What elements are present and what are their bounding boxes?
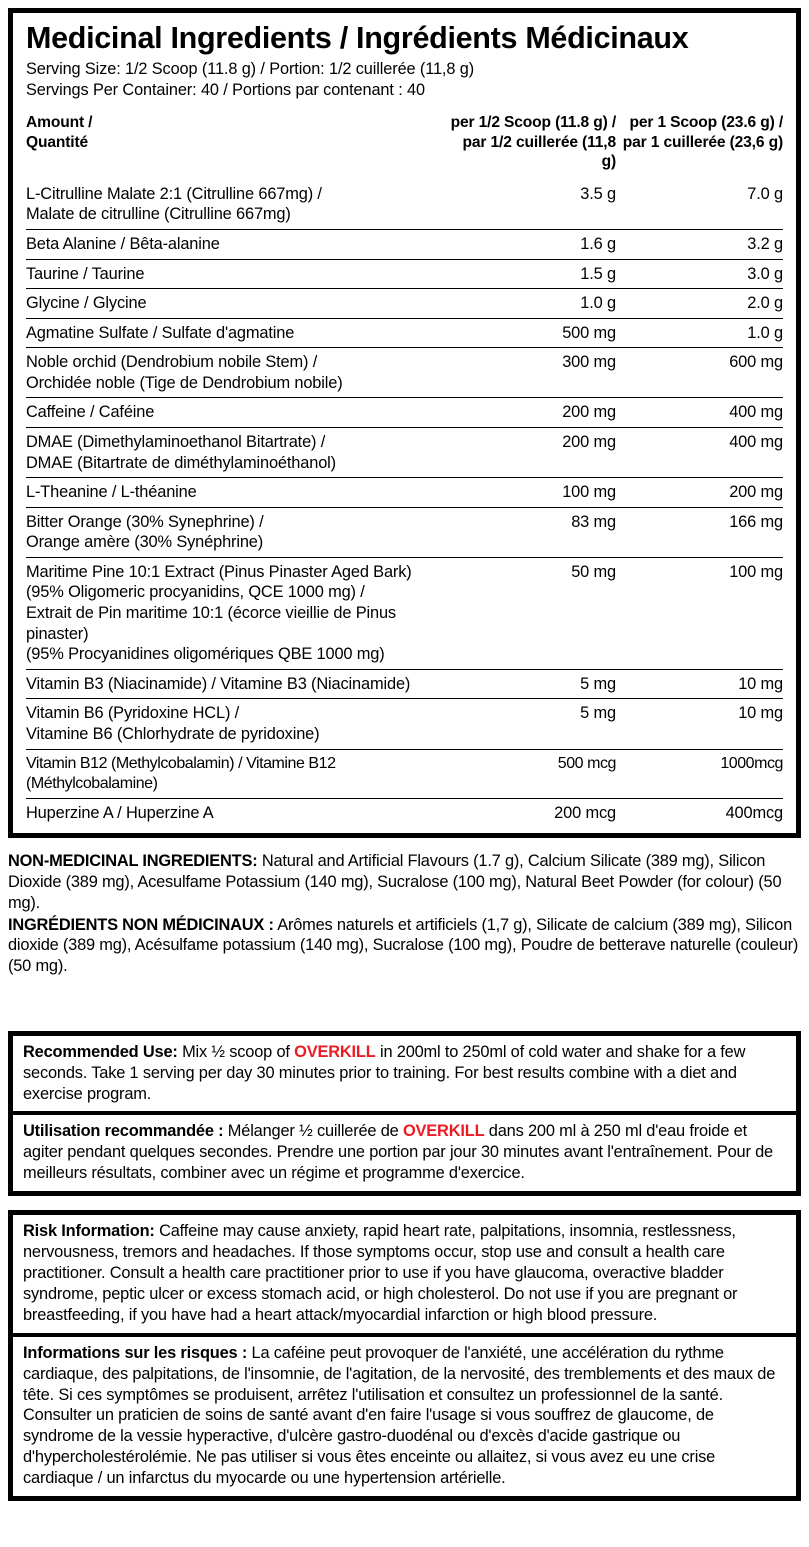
amount-per-half-scoop: 200 mg (449, 398, 616, 428)
ingredient-name (26, 507, 449, 557)
amount-per-half-scoop: 500 mg (449, 318, 616, 348)
table-row (26, 259, 783, 289)
ingredient-name-line: (95% Oligomeric procyanidins, QCE 1000 mg) / (26, 583, 365, 602)
brand-name-fr: OVERKILL (402, 1122, 485, 1141)
amount-per-half-scoop: 3.5 g (580, 184, 616, 203)
ingredient-name (26, 669, 449, 699)
table-row (26, 699, 783, 749)
non-medicinal-fr-text: Arômes naturels et artificiels (1,7 g), Silicate de calcium (389 mg), Silicon dioxide (389 mg), Acésulfame potassium (140 mg), Sucralose (100 mg), Poudre de betterave naturelle (couleur) (50 mg). (8, 915, 799, 975)
amount-per-scoop: 10 mg (616, 669, 783, 699)
ingredient-name-line: DMAE (Bitartrate de diméthylaminoéthanol) (26, 453, 336, 472)
ingredient-name-line: DMAE (Dimethylaminoethanol Bitartrate) / (26, 433, 326, 451)
amount-per-scoop: 3.0 g (616, 259, 783, 289)
ingredient-name (26, 398, 449, 428)
non-medicinal-ingredients-section (8, 851, 801, 977)
table-header-row (26, 108, 783, 180)
ingredients-table (26, 108, 783, 827)
ingredient-name (26, 229, 449, 259)
amount-per-half-scoop: 100 mg (449, 478, 616, 508)
header-amount: Amount / Quantité (26, 113, 93, 151)
non-medicinal-fr-label: INGRÉDIENTS NON MÉDICINAUX : (8, 915, 274, 934)
risk-information-en (13, 1215, 796, 1333)
ingredient-name-line: Noble orchid (Dendrobium nobile Stem) / (26, 353, 318, 372)
amount-per-scoop: 166 mg (616, 507, 783, 557)
ingredient-name-line: Vitamin B12 (Methylcobalamin) / Vitamine B12 (Méthylcobalamine) (26, 754, 336, 792)
ingredient-name-line: Agmatine Sulfate / Sulfate d'agmatine (26, 323, 295, 342)
non-medicinal-en-label: NON-MEDICINAL INGREDIENTS: (8, 852, 258, 871)
ingredient-name (26, 557, 449, 669)
table-row (26, 507, 783, 557)
ingredient-name-line: Vitamin B3 (Niacinamide) / Vitamine B3 (Niacinamide) (26, 674, 411, 693)
risk-information-fr-text: La caféine peut provoquer de l'anxiété, une accélération du rythme cardiaque, des palpitations, de l'insomnie, de l'agitation, de la nervosité, des tremblements et des maux de tête. Si ces symptômes se produisent, arrêtez l'utilisation et consultez un professionnel de la santé. Consulter un praticien de soins de santé avant d'en faire l'usage si vous souffrez de glaucome, de syndrome de la vessie hyperactive, d'ulcère gastro-duodénal ou d'excès d'acide gastrique ou d'hypercholestérolémie. Ne pas utiliser si vous êtes enceinte ou allaitez, si vous avez eu une crise cardiaque / un infarctus du myocarde ou une hypertension artérielle. (23, 1343, 776, 1488)
table-row (26, 669, 783, 699)
amount-per-half-scoop: 500 mcg (449, 749, 616, 798)
ingredient-name-line: L-Citrulline Malate 2:1 (Citrulline 667mg) / (26, 184, 322, 203)
ingredient-name-line: Vitamin B6 (Pyridoxine HCL) / (26, 704, 240, 723)
recommended-use-en-label: Recommended Use: (23, 1042, 178, 1061)
amount-per-half-scoop: 5 mg (449, 699, 616, 749)
table-row (26, 289, 783, 319)
ingredient-name-line: Huperzine A / Huperzine A (26, 803, 214, 822)
ingredient-name-line: Malate de citrulline (Citrulline 667mg) (26, 205, 291, 224)
recommended-use-fr-label: Utilisation recommandée : (23, 1122, 224, 1141)
risk-information-en-text: Caffeine may cause anxiety, rapid heart rate, palpitations, insomnia, restlessness, nervousness, tremors and headaches. If those symptoms occur, stop use and consult a health care practitioner. Consult a health care practitioner prior to use if you have glaucoma, overactive bladder syndrome, peptic ulcer or excess stomach acid, or high cholesterol. Do not use if you are pregnant or breastfeeding, if you have had a heart attack/myocardial infarction or high blood pressure. (23, 1222, 738, 1324)
ingredient-name (26, 180, 449, 230)
table-row (26, 180, 783, 230)
amount-per-half-scoop: 50 mg (449, 557, 616, 669)
amount-per-half-scoop: 1.5 g (449, 259, 616, 289)
table-row (26, 478, 783, 508)
ingredient-name (26, 749, 449, 798)
amount-per-scoop: 100 mg (616, 557, 783, 669)
recommended-use-en-part2: in 200ml to 250ml of cold water and shake for a few seconds. Take 1 serving per day 30 minutes prior to training. For best results combine with a diet and exercise program. (23, 1042, 746, 1103)
ingredient-name-line: Beta Alanine / Bêta-alanine (26, 234, 220, 253)
ingredient-name-line: Maritime Pine 10:1 Extract (Pinus Pinaster Aged Bark) (26, 562, 412, 581)
ingredient-name (26, 699, 449, 749)
amount-per-scoop: 1.0 g (616, 318, 783, 348)
page-title: Medicinal Ingredients / Ingrédients Médicinaux (26, 21, 689, 55)
table-row (26, 318, 783, 348)
ingredient-name (26, 259, 449, 289)
amount-per-scoop: 7.0 g (747, 184, 783, 203)
ingredient-name (26, 478, 449, 508)
amount-per-scoop: 10 mg (616, 699, 783, 749)
amount-per-half-scoop: 1.6 g (449, 229, 616, 259)
recommended-use-en (13, 1036, 796, 1112)
amount-per-scoop: 600 mg (616, 348, 783, 398)
ingredient-name-line: Bitter Orange (30% Synephrine) / (26, 512, 264, 531)
table-row (26, 749, 783, 798)
ingredient-name-line: (95% Procyanidines oligomériques QBE 1000 mg) (26, 645, 385, 664)
amount-per-scoop: 3.2 g (616, 229, 783, 259)
ingredient-name (26, 428, 449, 478)
ingredient-name (26, 798, 449, 827)
recommended-use-fr-part1: Mélanger ½ cuillerée de (223, 1122, 403, 1141)
table-row (26, 557, 783, 669)
ingredient-name (26, 318, 449, 348)
ingredient-name-line: Caffeine / Caféine (26, 403, 155, 422)
recommended-use-fr (13, 1111, 796, 1191)
risk-information-fr-label: Informations sur les risques : (23, 1343, 248, 1362)
table-row (26, 348, 783, 398)
ingredient-name (26, 289, 449, 319)
amount-per-half-scoop: 1.0 g (449, 289, 616, 319)
ingredient-name-line: Extrait de Pin maritime 10:1 (écorce vieillie de Pinus pinaster) (26, 604, 396, 643)
ingredient-name-line: Taurine / Taurine (26, 264, 145, 283)
ingredient-name (26, 348, 449, 398)
non-medicinal-fr (8, 915, 801, 977)
amount-per-half-scoop: 200 mg (449, 428, 616, 478)
amount-per-half-scoop: 200 mcg (449, 798, 616, 827)
header-per-half-scoop: per 1/2 Scoop (11.8 g) / par 1/2 cuillerée (11,8 g) (450, 113, 616, 171)
brand-name-en: OVERKILL (294, 1042, 376, 1061)
table-row (26, 398, 783, 428)
ingredient-name-line: L-Theanine / L-théanine (26, 483, 197, 502)
ingredient-name-line: Orchidée noble (Tige de Dendrobium nobile) (26, 373, 343, 392)
amount-per-half-scoop: 5 mg (449, 669, 616, 699)
recommended-use-panel (8, 1031, 801, 1196)
header-per-scoop: per 1 Scoop (23.6 g) / par 1 cuillerée (23,6 g) (622, 113, 783, 151)
amount-per-scoop: 2.0 g (616, 289, 783, 319)
table-row (26, 798, 783, 827)
risk-information-panel (8, 1210, 801, 1501)
amount-per-half-scoop: 300 mg (449, 348, 616, 398)
medicinal-ingredients-panel (8, 8, 801, 838)
servings-per-container-text: Servings Per Container: 40 / Portions par contenant : 40 (26, 81, 425, 100)
table-row (26, 229, 783, 259)
amount-per-scoop: 1000mcg (616, 749, 783, 798)
serving-size-text: Serving Size: 1/2 Scoop (11.8 g) / Portion: 1/2 cuillerée (11,8 g) (26, 60, 475, 79)
table-row (26, 428, 783, 478)
non-medicinal-en-text: Natural and Artificial Flavours (1.7 g), Calcium Silicate (389 mg), Silicon Dioxide (389 mg), Acesulfame Potassium (140 mg), Sucralose (100 mg), Natural Beet Powder (for colour) (50 mg). (8, 852, 782, 912)
risk-information-fr (13, 1333, 796, 1496)
amount-per-half-scoop: 83 mg (449, 507, 616, 557)
amount-per-scoop: 400 mg (616, 398, 783, 428)
recommended-use-en-part1: Mix ½ scoop of (177, 1042, 295, 1061)
ingredient-name-line: Orange amère (30% Synéphrine) (26, 533, 264, 552)
amount-per-scoop: 400mcg (616, 798, 783, 827)
risk-information-en-label: Risk Information: (23, 1222, 155, 1241)
recommended-use-fr-part2: dans 200 ml à 250 ml d'eau froide et agiter pendant quelques secondes. Prendre une portion par jour 30 minutes avant l'entraînement. Pour de meilleurs résultats, combiner avec un régime et programme d'exercice. (23, 1122, 773, 1183)
ingredient-name-line: Glycine / Glycine (26, 294, 147, 313)
non-medicinal-en (8, 851, 801, 913)
amount-per-scoop: 400 mg (616, 428, 783, 478)
amount-per-scoop: 200 mg (616, 478, 783, 508)
ingredient-name-line: Vitamine B6 (Chlorhydrate de pyridoxine) (26, 724, 320, 743)
ingredients-table-body (26, 180, 783, 827)
